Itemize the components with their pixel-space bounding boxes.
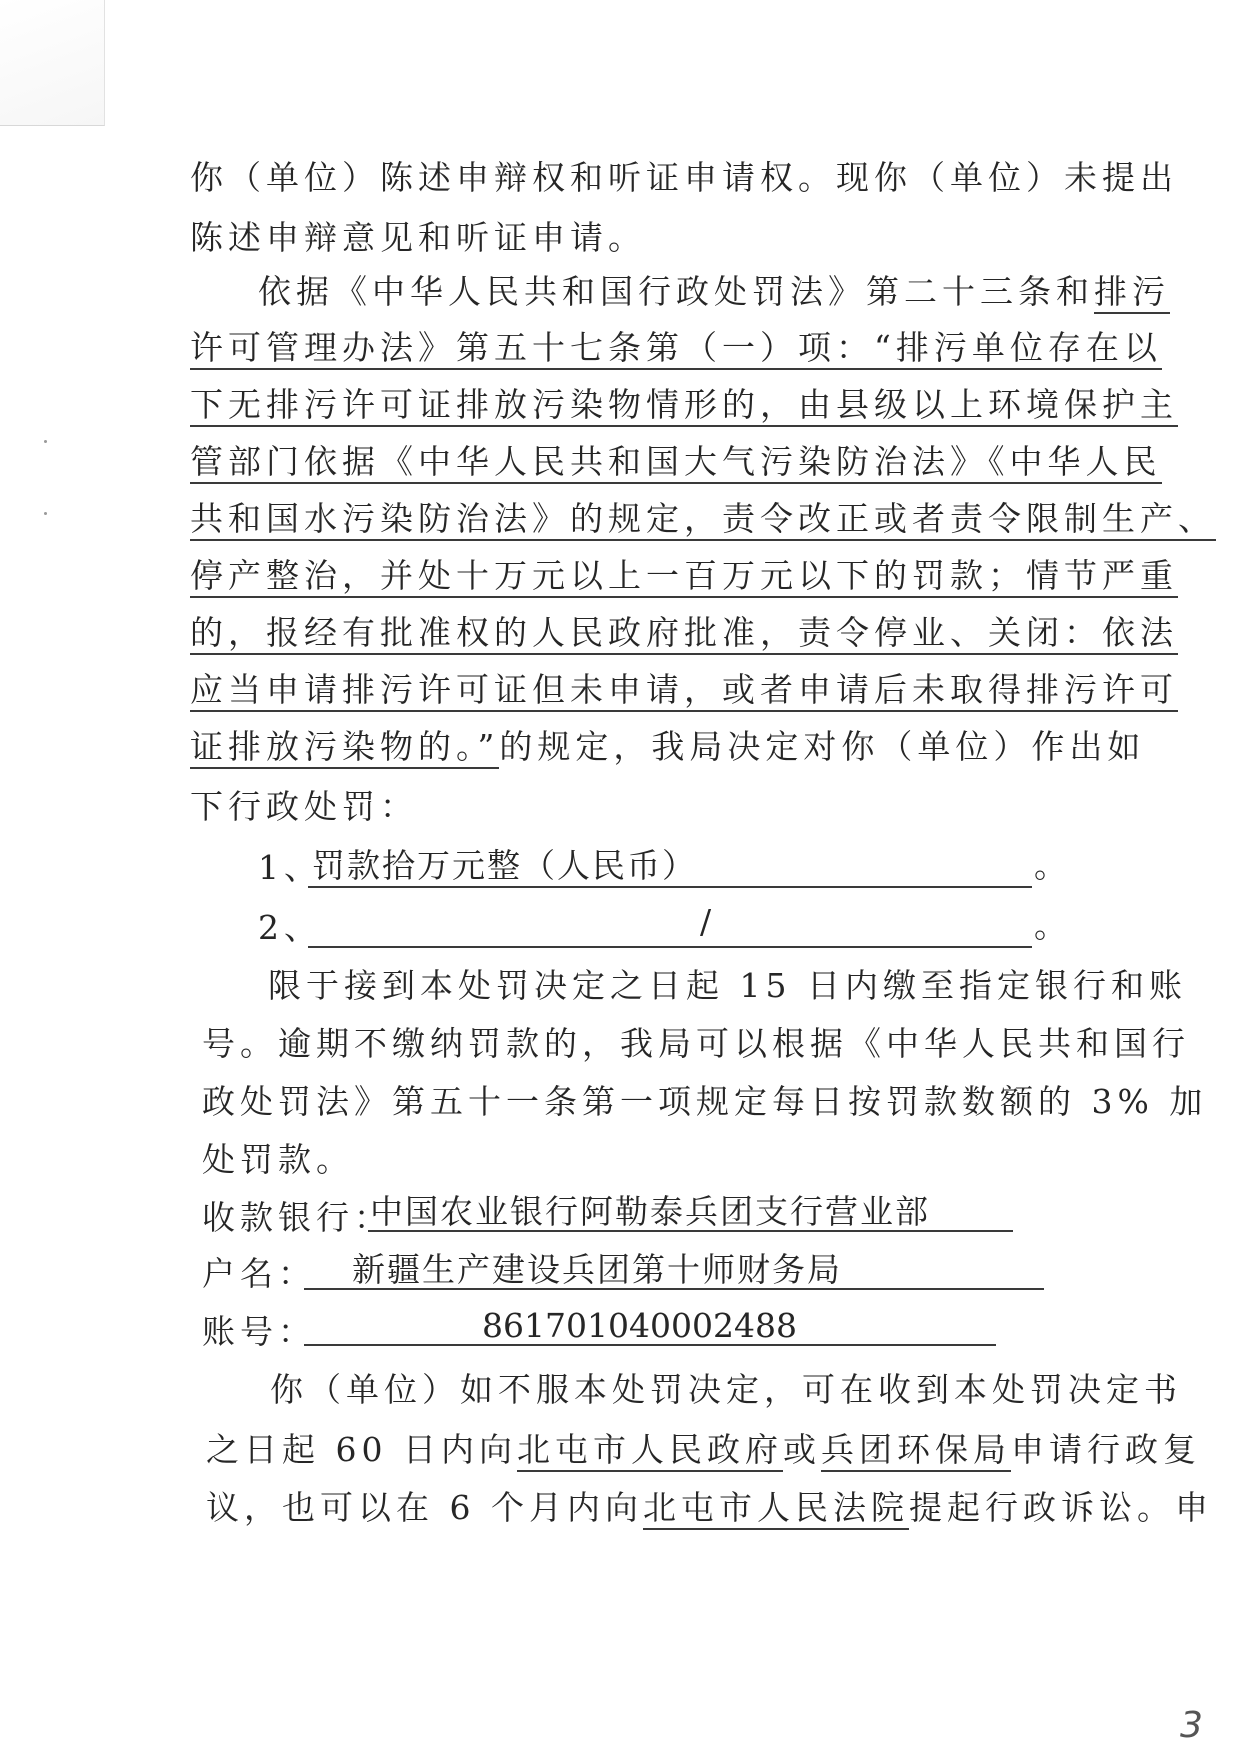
account-number-value: 861701040002488 bbox=[482, 1306, 797, 1345]
appeal-text: 之日起 60 日内向 bbox=[206, 1430, 517, 1469]
account-number-label: 账号： bbox=[202, 1312, 316, 1351]
paragraph-2-line-8 bbox=[190, 670, 1178, 710]
underlined-regulation: 许可管理办法》第五十七条第（一）项：“排污单位存在以 bbox=[190, 328, 1162, 370]
paragraph-2-line-10: 下行政处罚： bbox=[190, 787, 418, 826]
underlined-regulation: 排污 bbox=[1094, 272, 1170, 314]
paragraph-1-line-1: 你（单位）陈述申辩权和听证申请权。现你（单位）未提出 bbox=[190, 158, 1178, 197]
penalty-item-2-number: 2、 bbox=[258, 908, 322, 947]
bank-value: 中国农业银行阿勒泰兵团支行营业部 bbox=[370, 1192, 930, 1231]
paragraph-3-line-3: 政处罚法》第五十一条第一项规定每日按罚款数额的 3% 加 bbox=[202, 1082, 1208, 1121]
underlined-regulation: 证排放污染物的。” bbox=[190, 727, 499, 769]
paragraph-1-line-2: 陈述申辩意见和听证申请。 bbox=[190, 218, 646, 257]
scan-speck bbox=[44, 512, 47, 515]
paragraph-2-line-7 bbox=[190, 613, 1178, 653]
scan-speck bbox=[44, 440, 47, 443]
penalty-item-2-text: / bbox=[700, 902, 714, 941]
underlined-regulation: 的，报经有批准权的人民政府批准，责令停业、关闭：依法 bbox=[190, 613, 1178, 655]
penalty-item-2-end: 。 bbox=[1034, 906, 1072, 945]
account-number-blank-line bbox=[304, 1344, 996, 1346]
underlined-court: 北屯市人民法院 bbox=[643, 1488, 909, 1530]
penalty-item-1-number: 1、 bbox=[258, 848, 322, 887]
underlined-regulation: 共和国水污染防治法》的规定，责令改正或者责令限制生产、 bbox=[190, 499, 1216, 541]
bank-blank-line bbox=[368, 1230, 1013, 1232]
paragraph-2-line-1 bbox=[258, 272, 1170, 312]
account-name-value: 新疆生产建设兵团第十师财务局 bbox=[352, 1250, 842, 1289]
page-number: 3 bbox=[1180, 1705, 1203, 1746]
folded-corner bbox=[0, 0, 105, 126]
penalty-item-1-end: 。 bbox=[1034, 846, 1072, 885]
legal-basis-text: 依据《中华人民共和国行政处罚法》第二十三条和 bbox=[258, 272, 1094, 311]
decision-text: 的规定，我局决定对你（单位）作出如 bbox=[499, 727, 1146, 766]
account-name-blank-line bbox=[304, 1288, 1044, 1290]
paragraph-3-line-4: 处罚款。 bbox=[202, 1140, 354, 1179]
underlined-authority: 兵团环保局 bbox=[821, 1430, 1011, 1472]
paragraph-2-line-6 bbox=[190, 556, 1178, 596]
penalty-item-2-blank-line bbox=[308, 946, 1032, 948]
paragraph-4-line-2 bbox=[206, 1430, 1201, 1470]
paragraph-3-line-1: 限于接到本处罚决定之日起 15 日内缴至指定银行和账 bbox=[268, 966, 1187, 1005]
appeal-text: 或 bbox=[782, 1430, 821, 1469]
appeal-text: 提起行政诉讼。申 bbox=[908, 1488, 1213, 1527]
appeal-text: 申请行政复 bbox=[1010, 1430, 1201, 1469]
underlined-regulation: 停产整治，并处十万元以上一百万元以下的罚款；情节严重 bbox=[190, 556, 1178, 598]
appeal-text: 议，也可以在 6 个月内向 bbox=[206, 1488, 643, 1527]
paragraph-2-line-9 bbox=[190, 727, 1145, 767]
underlined-regulation: 下无排污许可证排放污染物情形的，由县级以上环境保护主 bbox=[190, 385, 1178, 427]
underlined-authority: 北屯市人民政府 bbox=[517, 1430, 783, 1472]
paragraph-3-line-2: 号。逾期不缴纳罚款的，我局可以根据《中华人民共和国行 bbox=[202, 1024, 1190, 1063]
paragraph-4-line-3 bbox=[206, 1488, 1213, 1528]
penalty-item-1-blank-line bbox=[308, 886, 1032, 888]
paragraph-2-line-4 bbox=[190, 442, 1162, 482]
paragraph-2-line-2 bbox=[190, 328, 1162, 368]
account-name-label: 户名： bbox=[202, 1254, 316, 1293]
underlined-regulation: 管部门依据《中华人民共和国大气污染防治法》《中华人民 bbox=[190, 442, 1162, 484]
penalty-item-1-text: 罚款拾万元整（人民币） bbox=[312, 846, 697, 885]
paragraph-4-line-1: 你（单位）如不服本处罚决定，可在收到本处罚决定书 bbox=[270, 1370, 1182, 1409]
bank-label: 收款银行： bbox=[202, 1198, 392, 1237]
paragraph-2-line-5 bbox=[190, 499, 1216, 539]
paragraph-2-line-3 bbox=[190, 385, 1178, 425]
underlined-regulation: 应当申请排污许可证但未申请，或者申请后未取得排污许可 bbox=[190, 670, 1178, 712]
